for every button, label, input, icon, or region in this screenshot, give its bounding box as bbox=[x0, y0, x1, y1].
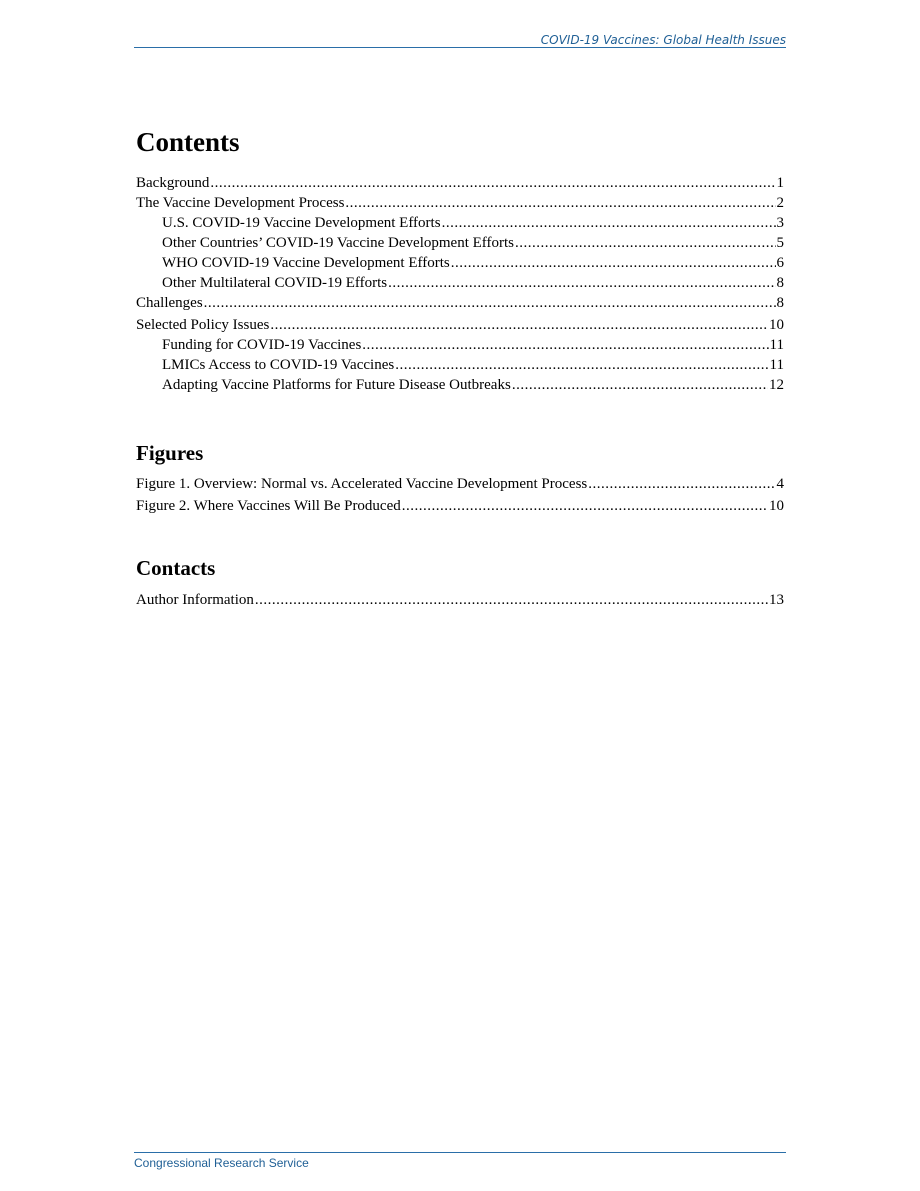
dot-leader bbox=[402, 496, 768, 516]
toc-entry-selected-policy-issues[interactable] bbox=[136, 315, 784, 335]
dot-leader bbox=[451, 253, 776, 273]
toc-page-number: 13 bbox=[769, 592, 784, 608]
toc-page-number: 8 bbox=[776, 295, 784, 311]
toc-entry-title: WHO COVID-19 Vaccine Development Efforts bbox=[162, 255, 450, 271]
dot-leader bbox=[362, 335, 768, 355]
dot-leader bbox=[515, 233, 776, 253]
toc-entry-us-vaccine-efforts[interactable] bbox=[136, 213, 784, 233]
toc-entry-title: Background bbox=[136, 175, 210, 191]
toc-entry-figure-1[interactable] bbox=[136, 474, 784, 494]
contents-list bbox=[136, 173, 784, 395]
contents-heading: Contents bbox=[136, 127, 240, 157]
toc-entry-other-countries-efforts[interactable] bbox=[136, 233, 784, 253]
toc-entry-who-efforts[interactable] bbox=[136, 253, 784, 273]
toc-entry-background[interactable] bbox=[136, 173, 784, 193]
toc-page-number: 8 bbox=[776, 275, 784, 291]
contacts-list bbox=[136, 590, 784, 610]
toc-entry-multilateral-efforts[interactable] bbox=[136, 273, 784, 293]
toc-entry-title: Figure 1. Overview: Normal vs. Accelerated Vaccine Development Process bbox=[136, 476, 588, 492]
contacts-heading: Contacts bbox=[136, 556, 216, 580]
toc-page-number: 11 bbox=[769, 357, 784, 373]
toc-entry-adapting-platforms[interactable] bbox=[136, 375, 784, 395]
toc-entry-lmics-access[interactable] bbox=[136, 355, 784, 375]
toc-entry-challenges[interactable] bbox=[136, 293, 784, 313]
toc-entry-title: Figure 2. Where Vaccines Will Be Produced bbox=[136, 498, 401, 514]
toc-entry-figure-2[interactable] bbox=[136, 496, 784, 516]
dot-leader bbox=[255, 590, 768, 610]
dot-leader bbox=[442, 213, 776, 233]
toc-entry-title: Author Information bbox=[136, 592, 254, 608]
toc-page-number: 3 bbox=[776, 215, 784, 231]
toc-page-number: 12 bbox=[769, 377, 784, 393]
toc-page-number: 2 bbox=[776, 195, 784, 211]
toc-entry-title: The Vaccine Development Process bbox=[136, 195, 345, 211]
toc-entry-title: Other Countries’ COVID-19 Vaccine Development Efforts bbox=[162, 235, 514, 251]
toc-page-number: 10 bbox=[769, 317, 784, 333]
dot-leader bbox=[345, 193, 775, 213]
toc-entry-title: LMICs Access to COVID-19 Vaccines bbox=[162, 357, 395, 373]
toc-page-number: 4 bbox=[776, 476, 784, 492]
toc-entry-title: Funding for COVID-19 Vaccines bbox=[162, 337, 362, 353]
toc-page-number: 5 bbox=[776, 235, 784, 251]
toc-entry-title: Other Multilateral COVID-19 Efforts bbox=[162, 275, 388, 291]
toc-page-number: 10 bbox=[769, 498, 784, 514]
dot-leader bbox=[204, 293, 776, 313]
toc-entry-vaccine-development-process[interactable] bbox=[136, 193, 784, 213]
dot-leader bbox=[512, 375, 768, 395]
dot-leader bbox=[270, 315, 768, 335]
toc-entry-title: Adapting Vaccine Platforms for Future Disease Outbreaks bbox=[162, 377, 511, 393]
toc-page-number: 1 bbox=[776, 175, 784, 191]
toc-page-number: 6 bbox=[776, 255, 784, 271]
running-header: COVID-19 Vaccines: Global Health Issues bbox=[134, 33, 786, 48]
toc-entry-title: Selected Policy Issues bbox=[136, 317, 270, 333]
dot-leader bbox=[210, 173, 775, 193]
dot-leader bbox=[395, 355, 768, 375]
dot-leader bbox=[388, 273, 775, 293]
toc-entry-title: Challenges bbox=[136, 295, 203, 311]
toc-entry-title: U.S. COVID-19 Vaccine Development Efforts bbox=[162, 215, 441, 231]
figures-list bbox=[136, 474, 784, 518]
toc-page-number: 11 bbox=[769, 337, 784, 353]
toc-entry-funding[interactable] bbox=[136, 335, 784, 355]
running-footer: Congressional Research Service bbox=[134, 1152, 786, 1170]
toc-entry-author-information[interactable] bbox=[136, 590, 784, 610]
dot-leader bbox=[588, 474, 775, 494]
figures-heading: Figures bbox=[136, 441, 204, 465]
